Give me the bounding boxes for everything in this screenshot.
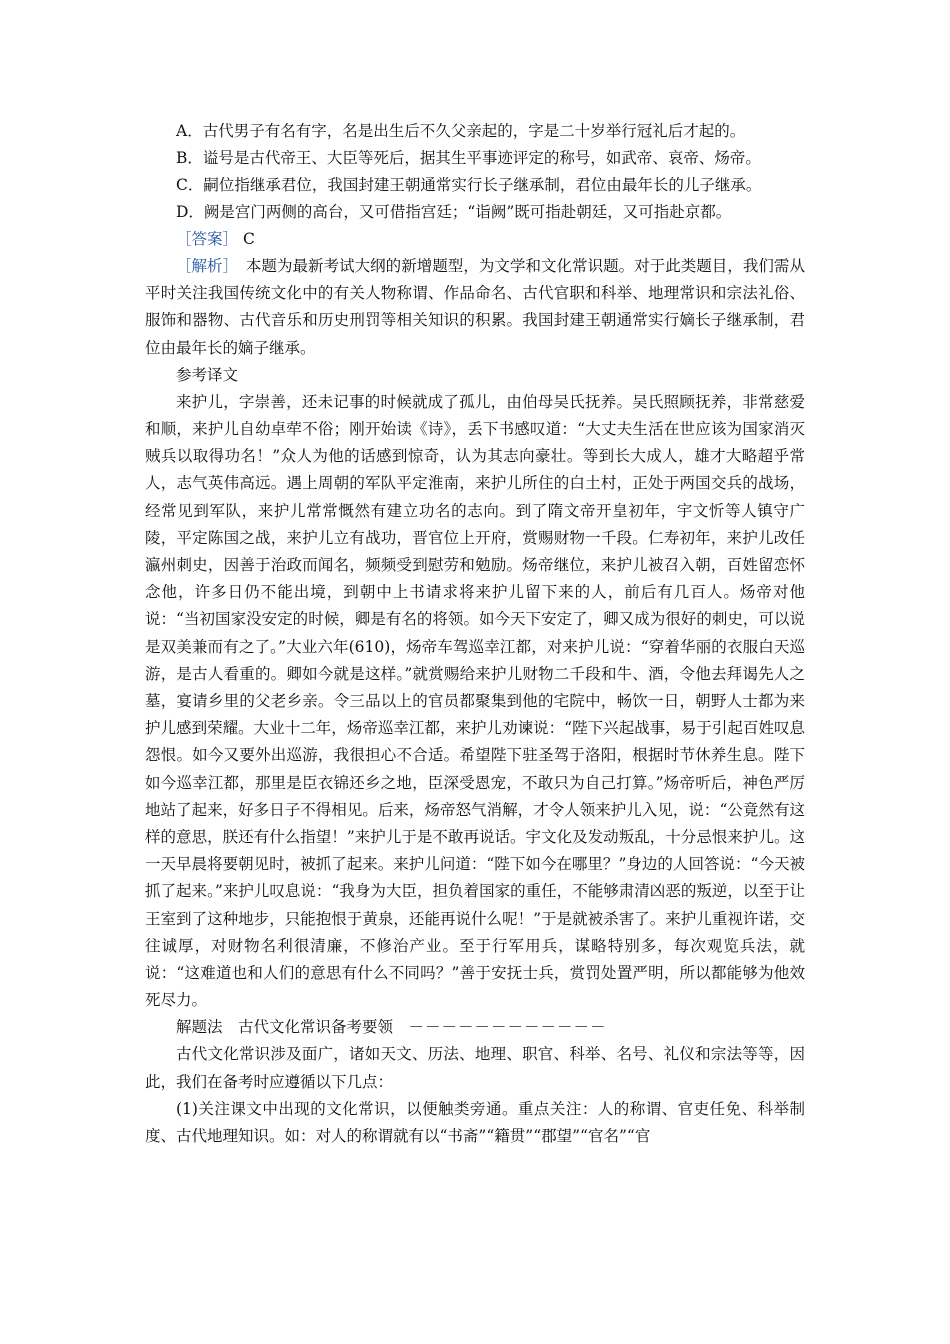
option-d: D．阙是宫门两侧的高台，又可借指宫廷；“诣阙”既可指赴朝廷，又可指赴京都。 [176,203,732,221]
translation-paragraph: 来护儿，字崇善，还未记事的时候就成了孤儿，由伯母吴氏抚养。吴氏照顾抚养，非常慈爱和顺，来护儿自幼卓荦不俗；刚开始读《诗》，丢下书感叹道：“大丈夫生活在世应该为国家消灭贼兵以取得功名！”众人为他的话感到惊奇，认为其志向豪壮。等到长大成人，雄才大略超乎常人，志气英伟高远。遇上周朝的军队平定淮南，来护儿所住的白土村，正处于两国交兵的战场，经常见到军队，来护儿常常慨然有建立功名的志向。到了隋文帝开皇初年，宇文忻等人镇守广陵，平定陈国之战，来护儿立有战功，晋官位上开府，赏赐财物一千段。仁寿初年，来护儿改任瀛州刺史，因善于治政而闻名，频频受到慰劳和勉励。炀帝继位，来护儿被召入朝，百姓留恋怀念他，许多日仍不能出境，到朝中上书请求将来护儿留下来的人，前后有几百人。炀帝对他说：“当初国家没安定的时候，卿是有名的将领。如今天下安定了，卿又成为很好的刺史，可以说是双美兼而有之了。”大业六年(610)，炀帝车驾巡幸江都，对来护儿说：“穿着华丽的衣服白天巡游，是古人看重的。卿如今就是这样。”就赏赐给来护儿财物二千段和牛、酒，令他去拜谒先人之墓，宴请乡里的父老乡亲。令三品以上的官员都聚集到他的宅院中，畅饮一日，朝野人士都为来护儿感到荣耀。大业十二年，炀帝巡幸江都，来护儿劝谏说：“陛下兴起战事，易于引起百姓叹息怨恨。如今又要外出巡游，我很担心不合适。希望陛下驻圣驾于洛阳，根据时节休养生息。陛下如今巡幸江都，那里是臣衣锦还乡之地，臣深受恩宠，不敢只为自己打算。”炀帝听后，神色严厉地站了起来，好多日子不得相见。后来，炀帝怒气消解，才令人领来护儿入见，说：“公竟然有这样的意思，朕还有什么指望！”来护儿于是不敢再说话。宇文化及发动叛乱，十分忌恨来护儿。这一天早晨将要朝见时，被抓了起来。来护儿问道：“陛下如今在哪里？”身边的人回答说：“今天被抓了起来。”来护儿叹息说：“我身为大臣，担负着国家的重任，不能够肃清凶恶的叛逆，以至于让王室到了这种地步，只能抱恨于黄泉，还能再说什么呢！”于是就被杀害了。来护儿重视许诺，交往诚厚，对财物名利很清廉，不修治产业。至于行军用兵，谋略特别多，每次观览兵法，就说：“这难道也和人们的意思有什么不同吗？”善于安抚士兵，赏罚处置严明，所以都能够为他效死尽力。 [145,392,805,1010]
analysis-text: 本题为最新考试大纲的新增题型，为文学和文化常识题。对于此类题目，我们需从平时关注我国传统文化中的有关人物称谓、作品命名、古代官职和科举、地理常识和宗法礼俗、服饰和器物、古代音乐和历史刑罚等相关知识的积累。我国封建王朝通常实行嫡长子继承制，君位由最年长的嫡子继承。 [145,257,805,357]
answer-line [145,226,805,253]
answer-value: C [242,230,255,248]
option-c: C．嗣位指继承君位，我国封建王朝通常实行长子继承制，君位由最年长的儿子继承。 [176,176,762,194]
method-intro: 古代文化常识涉及面广，诸如天文、历法、地理、职官、科举、名号、礼仪和宗法等等，因此，我们在备考时应遵循以下几点： [145,1045,805,1091]
method-heading: 解题法 古代文化常识备考要领 [176,1018,394,1037]
method-rule: －－－－－－－－－－－－ [408,1018,607,1037]
method-point-1: (1)关注课文中出现的文化常识，以便触类旁通。重点关注：人的称谓、官吏任免、科举制度、古代地理知识。如：对人的称谓就有以“书斋”“籍贯”“郡望”“官名”“官 [145,1099,805,1146]
translation-heading: 参考译文 [176,365,239,384]
answer-tag: ［答案］ [176,230,239,248]
option-b: B．谥号是古代帝王、大臣等死后，据其生平事迹评定的称号，如武帝、哀帝、炀帝。 [176,149,761,167]
analysis-tag: ［解析］ [176,257,231,275]
method-heading-line [145,1014,805,1041]
analysis-paragraph [145,253,805,362]
option-a: A．古代男子有名有字，名是出生后不久父亲起的，字是二十岁举行冠礼后才起的。 [176,122,746,140]
document-page [145,118,805,1150]
